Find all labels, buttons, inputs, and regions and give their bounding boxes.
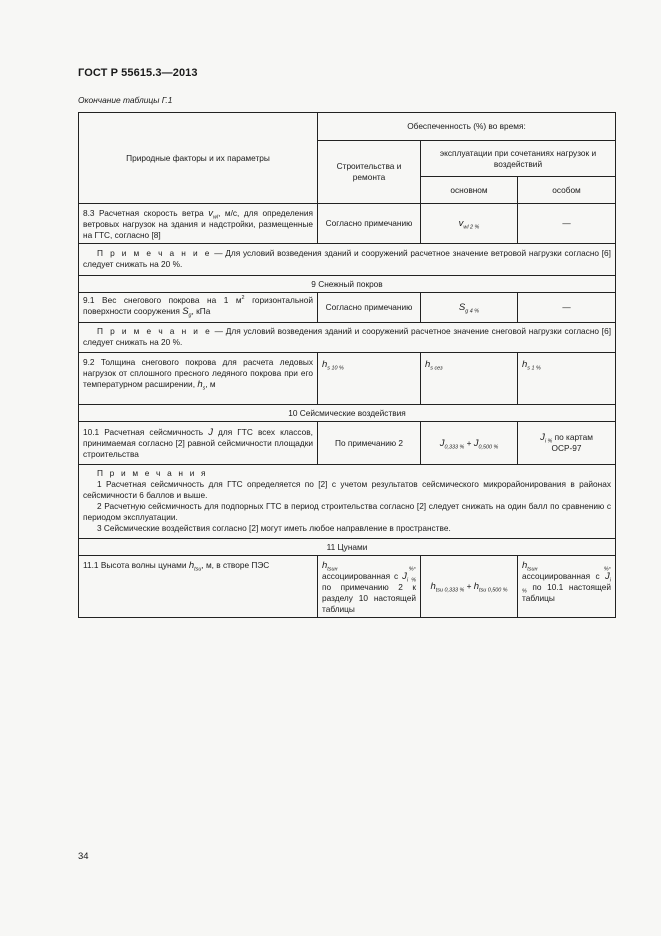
param-cell: 9.2 Толщина снегового покрова для расчета ледовых нагрузок от сплошного пресного ледяного покрова при его температурном расширении, $h_s$, м bbox=[79, 353, 318, 405]
construction-cell: Согласно примечанию bbox=[318, 204, 421, 244]
page-number: 34 bbox=[78, 851, 89, 862]
section-title: 10 Сейсмические воздействия bbox=[79, 405, 616, 422]
param-cell: 9.1 Вес снегового покрова на 1 $м^2$ горизонтальной поверхности сооружения $S_g$, кПа bbox=[79, 293, 318, 323]
header-special: особом bbox=[518, 177, 616, 204]
param-cell: 11.1 Высота волны цунами $h_{tsu}$, м, в створе ПЭС bbox=[79, 556, 318, 618]
note-row bbox=[79, 465, 616, 539]
note-row bbox=[79, 323, 616, 353]
notes-block bbox=[79, 465, 616, 539]
note-1: 1 Расчетная сейсмичность для ГТС определяется по [2] с учетом результатов сейсмического микрорайонирования в районах сейсмичности 6 баллов и выше. bbox=[83, 479, 611, 500]
note-row bbox=[79, 244, 616, 276]
construction-cell: $h_{s 10 \%}$ bbox=[318, 353, 421, 405]
basic-cell: $v_{wl 2 \%}$ bbox=[421, 204, 518, 244]
basic-cell: $S_{g 4 \%}$ bbox=[421, 293, 518, 323]
construction-cell: По примечанию 2 bbox=[318, 422, 421, 465]
section-row bbox=[79, 276, 616, 293]
table-row bbox=[79, 204, 616, 244]
basic-cell: $h_{tsu 0,333 \%} + h_{tsu 0,500 \%}$ bbox=[421, 556, 518, 618]
parameters-table bbox=[78, 112, 616, 618]
table-row bbox=[79, 556, 616, 618]
table-caption: Окончание таблицы Г.1 bbox=[78, 95, 173, 105]
basic-cell: $h_{s сез}$ bbox=[421, 353, 518, 405]
document-header: ГОСТ Р 55615.3—2013 bbox=[78, 67, 198, 79]
table-row bbox=[79, 353, 616, 405]
note-text: П р и м е ч а н и е — Для условий возведения зданий и сооружений расчетное значение снеговой нагрузки согласно [6] следует снижать на 20 %. bbox=[79, 323, 616, 353]
special-cell: — bbox=[518, 204, 616, 244]
special-cell: $J_{i \%}$ по картам ОСР-97 bbox=[518, 422, 616, 465]
section-title: 9 Снежный покров bbox=[79, 276, 616, 293]
note-3: 3 Сейсмические воздействия согласно [2] могут иметь любое направление в пространстве. bbox=[97, 523, 451, 533]
note-2: 2 Расчетную сейсмичность для подпорных ГТС в период строительства согласно [2] следует снижать на один балл по сравнению с периодом эксплуатации. bbox=[83, 501, 611, 522]
basic-cell: $J_{0,333 \%} + J_{0,500 \%}$ bbox=[421, 422, 518, 465]
note-text: П р и м е ч а н и е — Для условий возведения зданий и сооружений расчетное значение ветровой нагрузки согласно [6] следует снижать на 20 %. bbox=[79, 244, 616, 276]
header-construction: Строительства и ремонта bbox=[318, 141, 421, 204]
param-cell: 8.3 Расчетная скорость ветра $v_{wl}$, м/с, для определения ветровых нагрузок на здания и надстройки, размещенные на ГТС, согласно [8] bbox=[79, 204, 318, 244]
header-operation: эксплуатации при сочетаниях нагрузок и воздействий bbox=[421, 141, 616, 177]
section-row bbox=[79, 405, 616, 422]
header-factors: Природные факторы и их параметры bbox=[79, 113, 318, 204]
construction-cell: $h_{tsuн \%}$, ассоциированная с $J_{i \%}$ по примечанию 2 к разделу 10 настоящей таблицы bbox=[318, 556, 421, 618]
special-cell: $h_{s 1 \%}$ bbox=[518, 353, 616, 405]
section-row bbox=[79, 539, 616, 556]
special-cell: — bbox=[518, 293, 616, 323]
table-row bbox=[79, 422, 616, 465]
section-title: 11 Цунами bbox=[79, 539, 616, 556]
special-cell: $h_{tsuн \%}$, ассоциированная с $J_{i \%}$ по 10.1 настоящей таблицы bbox=[518, 556, 616, 618]
table-row bbox=[79, 293, 616, 323]
notes-label: П р и м е ч а н и я bbox=[97, 468, 208, 478]
construction-cell: Согласно примечанию bbox=[318, 293, 421, 323]
header-basic: основном bbox=[421, 177, 518, 204]
param-cell: 10.1 Расчетная сейсмичность J для ГТС всех классов, принимаемая согласно [2] равной сейсмичности площадки строительства bbox=[79, 422, 318, 465]
header-provision: Обеспеченность (%) во время: bbox=[318, 113, 616, 141]
